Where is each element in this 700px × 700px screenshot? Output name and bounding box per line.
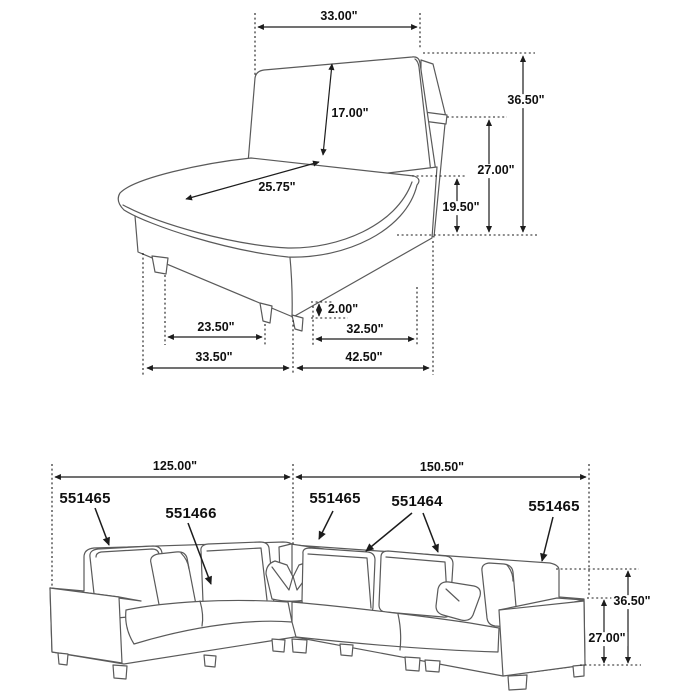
chair-top-width-label: 33.00" xyxy=(320,9,358,24)
chair-base-depth-label: 32.50" xyxy=(346,322,384,337)
chair-seat-depth-label: 25.75" xyxy=(258,180,296,195)
sectional-overall-height-label: 36.50" xyxy=(613,594,651,609)
chair-seat-height-label: 19.50" xyxy=(442,200,480,215)
chair-overall-height-label: 36.50" xyxy=(507,93,545,108)
chair-clearance-label: 2.00" xyxy=(327,302,359,317)
sku-label-corner: 551465 xyxy=(309,489,361,507)
chair-overall-depth-label: 42.50" xyxy=(345,350,383,365)
sku-label-armless-mid: 551464 xyxy=(391,492,443,510)
sectional-right-width-label: 150.50" xyxy=(419,460,465,475)
chair-back-cushion-label: 17.00" xyxy=(331,106,369,121)
sectional-seat-height-label: 27.00" xyxy=(588,631,626,646)
sectional-left-width-label: 125.00" xyxy=(152,459,198,474)
chair-back-height-label: 27.00" xyxy=(477,163,515,178)
sku-label-right-arm: 551465 xyxy=(528,497,580,515)
sectional-line-art xyxy=(50,542,585,690)
sku-label-left-arm: 551465 xyxy=(59,489,111,507)
sku-label-armless-left: 551466 xyxy=(165,504,217,522)
chair-front-width-label: 33.50" xyxy=(195,350,233,365)
chair-leg-spacing-label: 23.50" xyxy=(197,320,235,335)
